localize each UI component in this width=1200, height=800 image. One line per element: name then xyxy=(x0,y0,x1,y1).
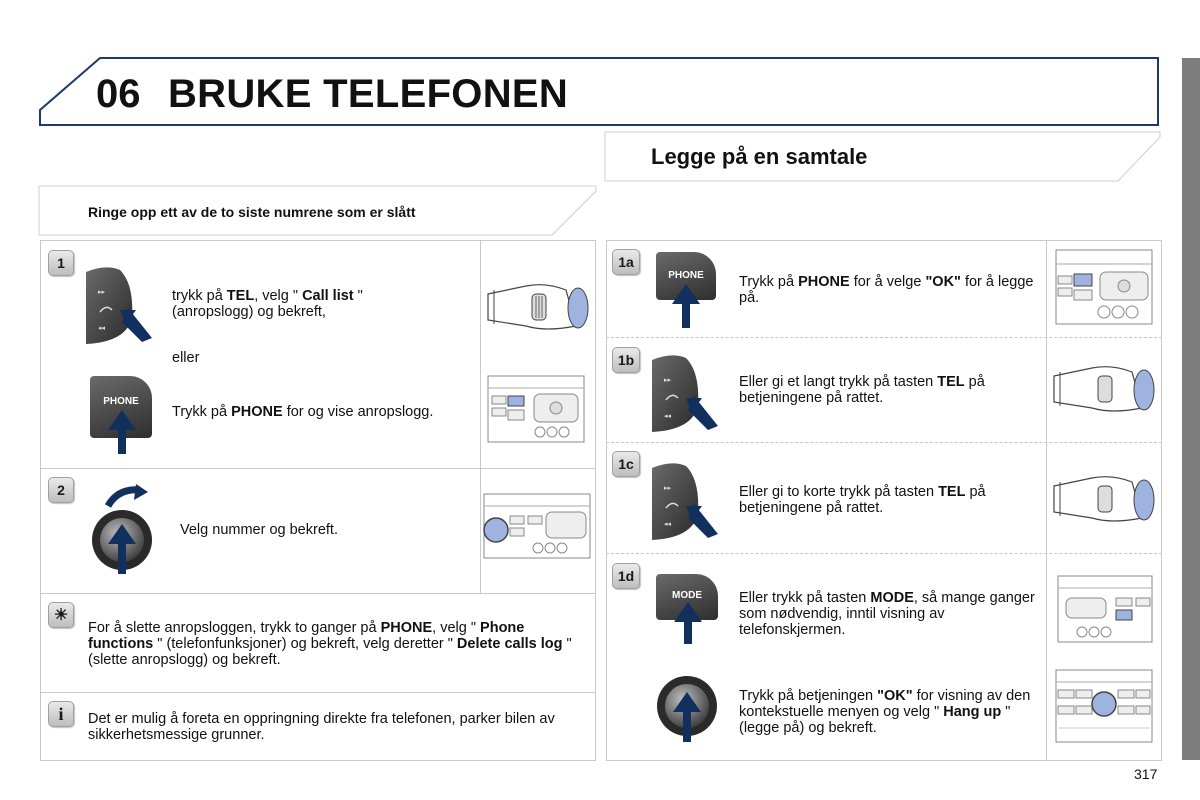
step-1d-text: Eller trykk på tasten MODE, så mange ganger som nødvendig, inntil visning av telefonskjermen. xyxy=(739,590,1035,638)
stalk-side-illustration xyxy=(1052,468,1156,530)
svg-text:◂◂: ◂◂ xyxy=(98,325,106,332)
steering-stalk-icon xyxy=(652,460,724,544)
tip-badge xyxy=(48,602,74,628)
step1-text-b: Trykk på PHONE for og vise anropslogg. xyxy=(172,404,434,420)
radio-panel-illustration xyxy=(1054,248,1154,326)
step-badge: 1 xyxy=(48,250,74,276)
phone-key: PHONE xyxy=(656,252,716,300)
radio-knob-illustration xyxy=(482,492,592,560)
chapter-number: 06 xyxy=(96,72,141,116)
mode-key: MODE xyxy=(656,574,718,620)
info-badge xyxy=(48,701,74,727)
stalk-side-illustration xyxy=(1052,358,1156,420)
svg-text:▸▸: ▸▸ xyxy=(664,377,672,384)
step-badge: 1c xyxy=(612,451,640,477)
rotary-knob-icon xyxy=(88,484,160,576)
divider xyxy=(40,468,596,469)
section-title: Legge på en samtale xyxy=(651,144,868,169)
divider xyxy=(40,593,596,594)
divider xyxy=(606,553,1162,554)
divider xyxy=(40,692,596,693)
or-text: eller xyxy=(172,350,200,366)
tip-text: For å slette anropsloggen, trykk to ganger på PHONE, velg " Phone functions " (telefonfunksjoner) og bekreft, velg deretter " Delete calls log " (slette anropslogg) og bekreft. xyxy=(88,620,572,668)
step-1c-text: Eller gi to korte trykk på tasten TEL på betjeningene på rattet. xyxy=(739,484,986,516)
radio-ok-illustration xyxy=(1054,668,1154,744)
steering-stalk-icon xyxy=(86,264,158,348)
step-badge: 1b xyxy=(612,347,640,373)
step-ok-text: Trykk på betjeningen "OK" for visning av den kontekstuelle menyen og velg " Hang up " (legge på) og bekreft. xyxy=(739,688,1031,736)
steering-stalk-icon xyxy=(652,352,724,436)
step1-text: trykk på TEL, velg " Call list " (anropslogg) og bekreft, xyxy=(172,288,363,320)
step2-text: Velg nummer og bekreft. xyxy=(180,522,338,538)
step-1b-text: Eller gi et langt trykk på tasten TEL på betjeningene på rattet. xyxy=(739,374,985,406)
chapter-tab-strip xyxy=(1182,58,1200,760)
ok-knob-icon xyxy=(654,674,720,744)
divider xyxy=(1046,240,1047,761)
divider xyxy=(606,442,1162,443)
chapter-title: BRUKE TELEFONEN xyxy=(168,72,569,116)
sun-tip-icon: ☀ xyxy=(53,607,69,624)
svg-text:◂◂: ◂◂ xyxy=(664,521,672,528)
radio-mode-illustration xyxy=(1056,574,1154,644)
radio-panel-illustration xyxy=(486,374,586,444)
step-1a-text: Trykk på PHONE for å velge "OK" for å legge på. xyxy=(739,274,1034,306)
step-badge: 1d xyxy=(612,563,640,589)
phone-key: PHONE xyxy=(90,376,152,438)
arrow-up-icon xyxy=(672,284,700,328)
divider xyxy=(480,240,481,593)
arrow-up-icon xyxy=(674,602,702,644)
step-badge: 2 xyxy=(48,477,74,503)
svg-text:▸▸: ▸▸ xyxy=(664,485,672,492)
arrow-up-icon xyxy=(108,410,136,454)
svg-text:◂◂: ◂◂ xyxy=(664,413,672,420)
divider xyxy=(606,337,1162,338)
stalk-side-illustration xyxy=(486,276,590,338)
svg-text:▸▸: ▸▸ xyxy=(98,289,106,296)
subsection-title: Ringe opp ett av de to siste numrene som er slått xyxy=(88,204,416,220)
page-number: 317 xyxy=(1134,766,1158,782)
info-text: Det er mulig å foreta en oppringning direkte fra telefonen, parker bilen av sikkerhetsmessige grunner. xyxy=(88,711,555,743)
step-badge: 1a xyxy=(612,249,640,275)
info-icon: i xyxy=(58,703,64,724)
